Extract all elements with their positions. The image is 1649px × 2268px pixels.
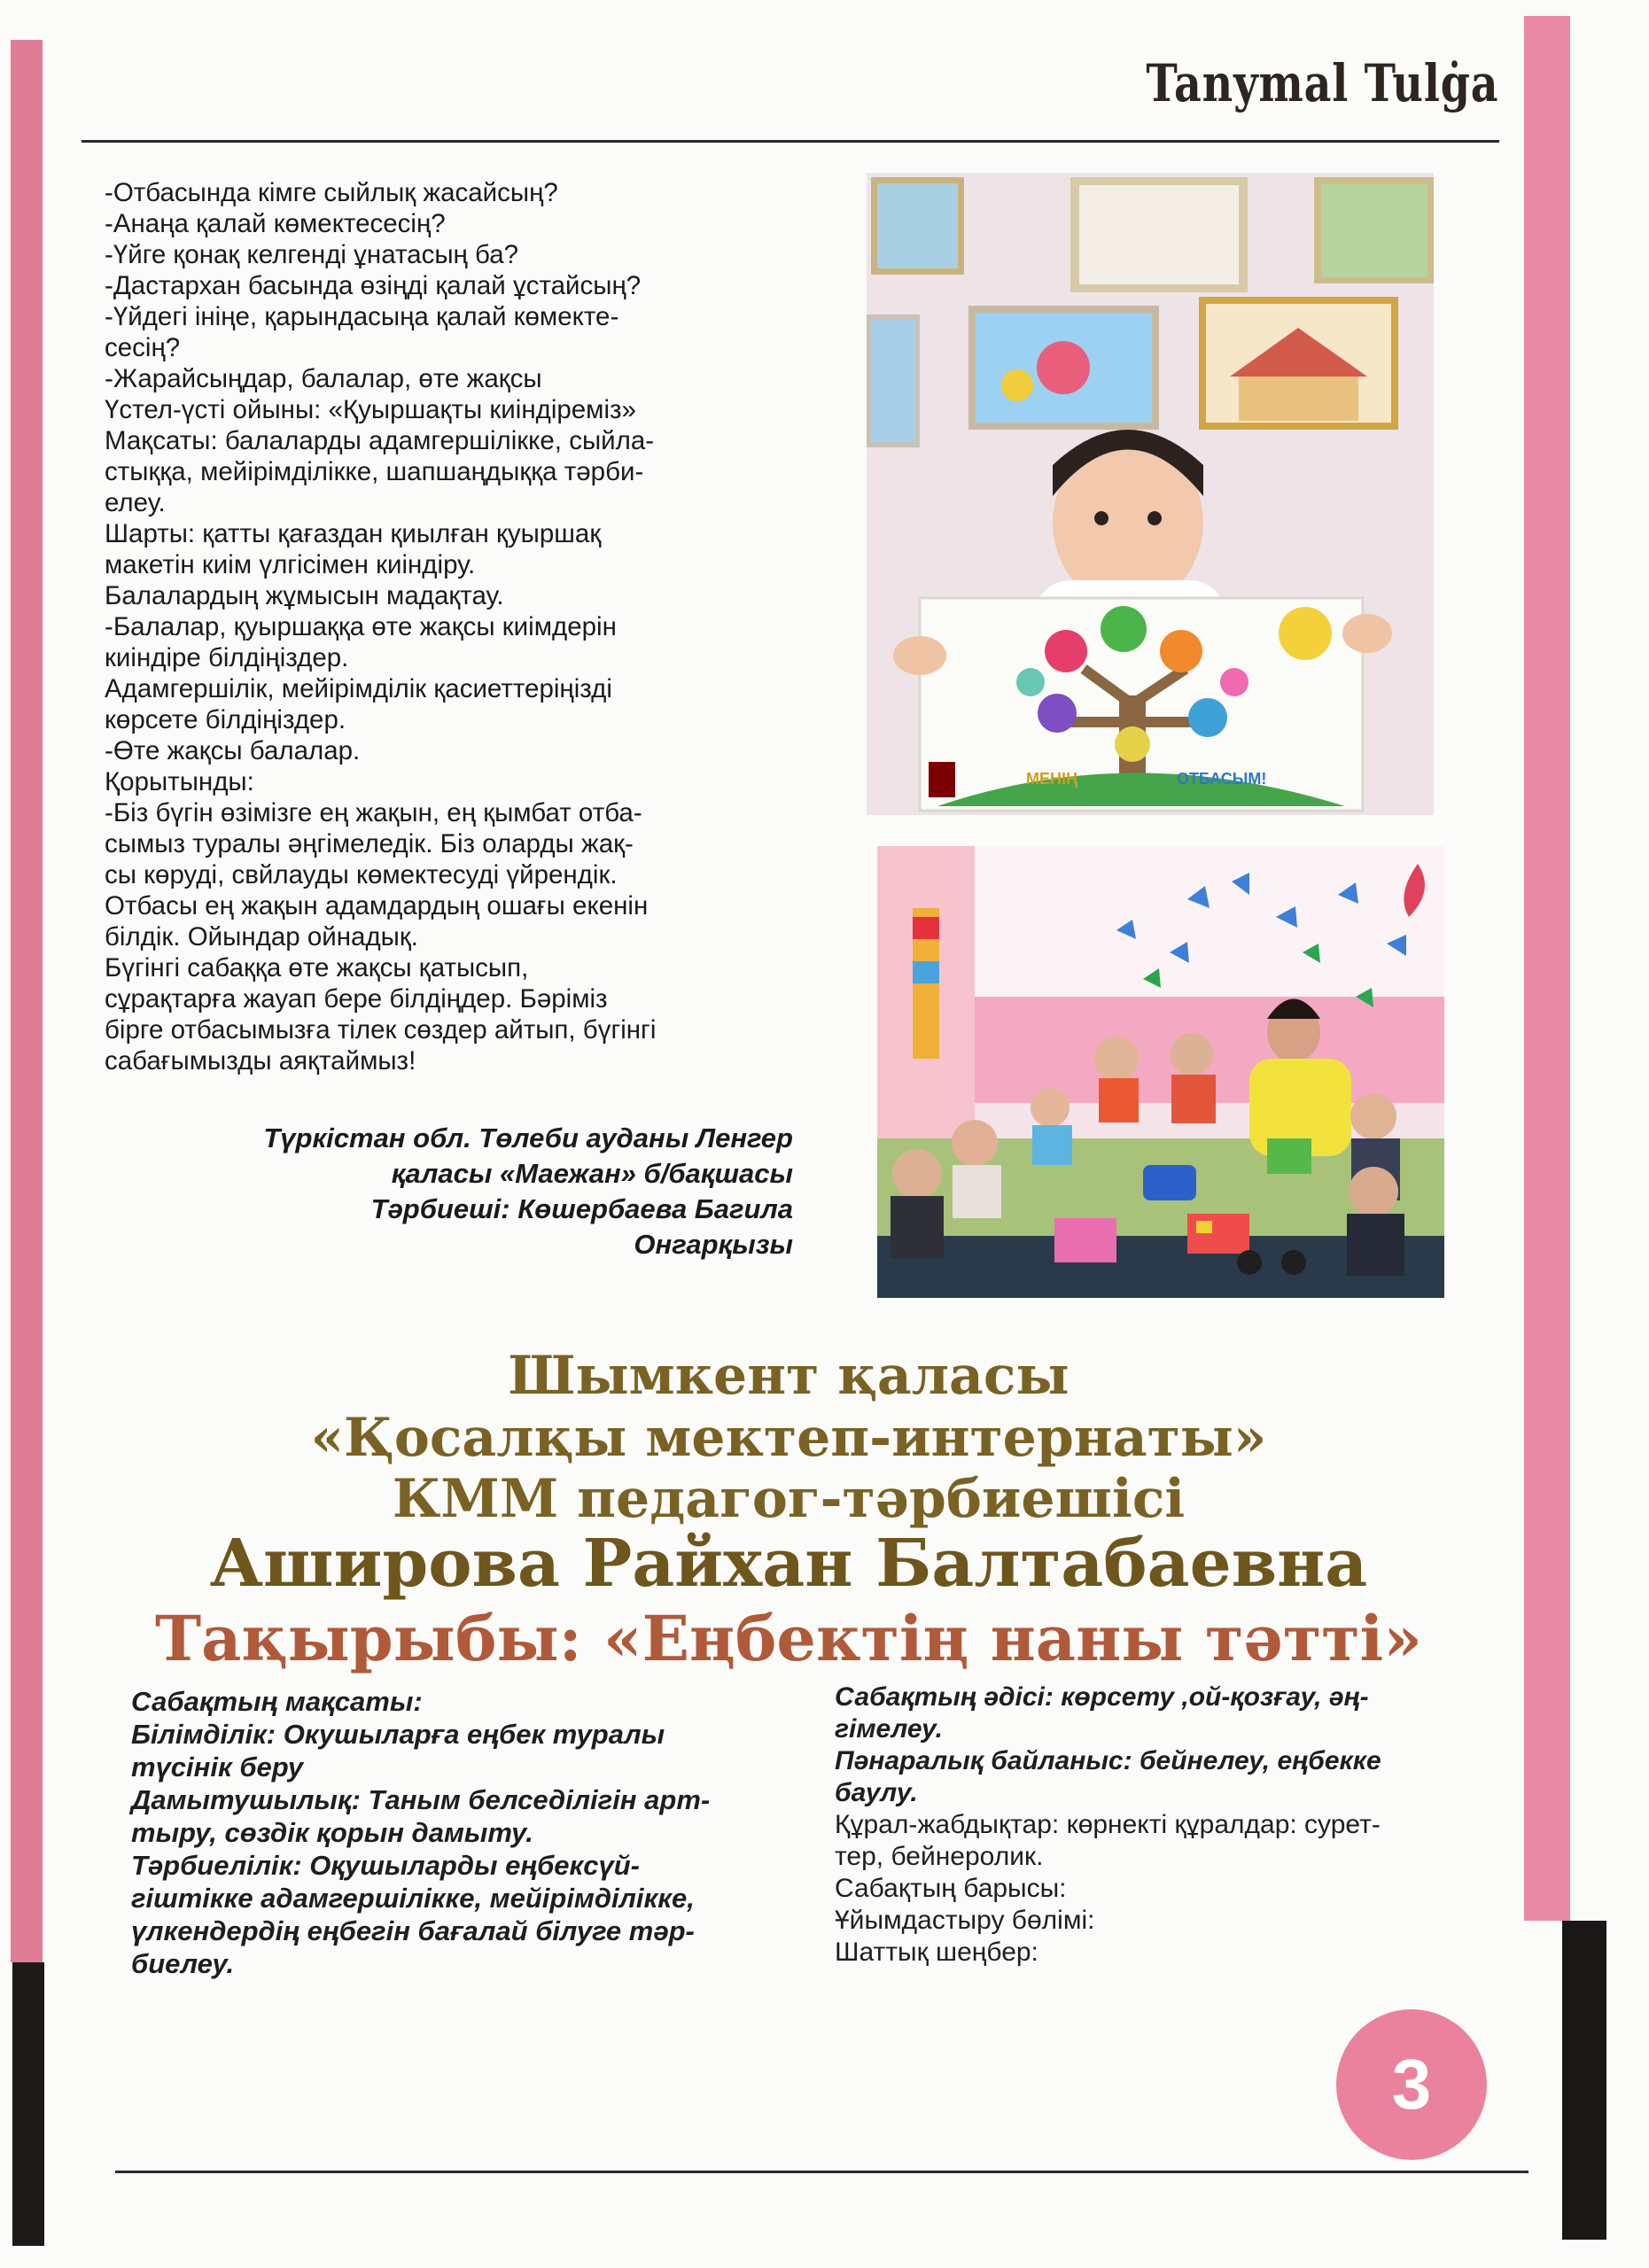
method-line: Сабақтың барысы:: [835, 1874, 1067, 1903]
poster-caption-right: ОТБАСЫМ!: [1177, 770, 1267, 788]
method-line: Сабақтың әдісі: көрсету ,ой-қозғау, әң-: [835, 1682, 1369, 1712]
text-line: -Отбасында кімге сыйлық жасайсың?: [105, 178, 558, 207]
text-line: Отбасы ең жақын адамдардың ошағы екенін: [105, 891, 649, 920]
goals-line: тыру, сөздік қорын дамыту.: [131, 1817, 533, 1848]
article-topic: Тақырыбы: «Еңбектің наны тәтті»: [155, 1602, 1422, 1675]
method-line: Құрал-жабдықтар: көрнекті құралдар: сурет-: [835, 1810, 1381, 1839]
text-line: -Анаңа қалай көмектесесің?: [105, 209, 446, 238]
text-line: елеу.: [105, 488, 166, 517]
text-line: көрсете білдіңіздер.: [105, 705, 346, 734]
text-line: Адамгершілік, мейірімділік қасиеттеріңізді: [105, 674, 612, 703]
text-line: сымыз туралы әңгімеледік. Біз оларды жақ-: [105, 829, 634, 858]
author-line: Түркістан обл. Төлеби ауданы Ленгер: [263, 1122, 793, 1153]
lesson-text-column: [105, 177, 813, 1076]
author-line: Онгарқызы: [634, 1229, 793, 1260]
bottom-divider: [115, 2171, 1528, 2173]
right-dark-edge: [1562, 1921, 1606, 2240]
method-line: Пәнаралық байланыс: бейнелеу, еңбекке: [835, 1746, 1381, 1775]
author-line: Тәрбиеші: Көшербаева Багила: [370, 1193, 793, 1224]
article-heading-city: Шымкент қаласы: [508, 1345, 1070, 1407]
goals-line: Сабақтың мақсаты:: [131, 1686, 423, 1717]
left-pink-edge: [11, 40, 43, 1962]
goals-line: Дамытушылық: Таным белседілігін арт-: [131, 1784, 711, 1815]
text-line: Бүгінгі сабаққа өте жақсы қатысып,: [105, 953, 529, 983]
method-line: гімелеу.: [835, 1714, 944, 1744]
left-dark-edge: [12, 1962, 44, 2246]
text-line: -Балалар, қуыршаққа өте жақсы киімдерін: [105, 612, 617, 641]
method-line: Ұйымдастыру бөлімі:: [835, 1906, 1095, 1935]
text-line: -Дастархан басында өзіңді қалай ұстайсың?: [105, 271, 642, 300]
right-pink-edge: [1524, 16, 1570, 1921]
method-line: баулу.: [835, 1778, 918, 1807]
text-line: Үстел-үсті ойыны: «Қуыршақты киіндіреміз»: [105, 395, 636, 424]
goals-line: үлкендердің еңбегін бағалай білуге тәр-: [131, 1915, 695, 1946]
author-line: қаласы «Маежан» б/бақшасы: [391, 1158, 793, 1189]
text-line: сесің?: [105, 333, 181, 362]
poster-caption-left: МЕНІҢ: [1026, 770, 1077, 788]
text-line: Қорытынды:: [105, 767, 254, 796]
text-line: -Үйдегі ініңе, қарындасыңа қалай көмекте-: [105, 302, 619, 331]
lesson-goals-column: [131, 1685, 805, 1980]
goals-line: Білімділік: Окушыларға еңбек туралы: [131, 1719, 665, 1750]
article-heading-school: «Қосалқы мектеп-интернаты»: [310, 1407, 1267, 1469]
article-heading-role: КММ педагог-тәрбиешісі: [392, 1468, 1186, 1530]
author-signature: [124, 1121, 793, 1262]
text-line: Мақсаты: балаларды адамгершілікке, сыйла-: [105, 426, 655, 455]
text-line: -Біз бүгін өзімізге ең жақын, ең қымбат отба-: [105, 798, 642, 827]
text-line: стыққа, мейірімділікке, шапшаңдыққа тәрби-: [105, 457, 644, 486]
text-line: макетін киім үлгісімен киіндіру.: [105, 550, 476, 579]
goals-line: биелеу.: [131, 1948, 235, 1979]
magazine-brand: Tanymal Tulġa: [1145, 53, 1498, 113]
goals-line: түсінік беру: [131, 1751, 304, 1783]
goals-line: гіштікке адамгершілікке, мейірімділікке,: [131, 1883, 695, 1914]
page-number-badge: 3: [1336, 2009, 1487, 2160]
goals-line: Тәрбиелілік: Оқушыларды еңбексүй-: [131, 1850, 640, 1881]
text-line: бірге отбасымызға тілек сөздер айтып, бүгінгі: [105, 1015, 657, 1045]
text-line: сы көруді, свйлауды көмектесуді үйрендік.: [105, 860, 618, 889]
text-line: -Үйге қонақ келгенді ұнатасың ба?: [105, 240, 519, 269]
text-line: -Өте жақсы балалар.: [105, 736, 361, 765]
text-line: киіндіре білдіңіздер.: [105, 643, 349, 672]
text-line: -Жарайсыңдар, балалар, өте жақсы: [105, 364, 542, 393]
method-line: тер, бейнеролик.: [835, 1842, 1044, 1871]
kindergarten-class-photo: [877, 846, 1444, 1298]
article-heading-author: Аширова Райхан Балтабаевна: [209, 1526, 1368, 1602]
top-divider: [82, 140, 1499, 143]
text-line: сұрақтарға жауап бере білдіңдер. Бәріміз: [105, 984, 608, 1014]
text-line: сабағымызды аяқтаймыз!: [105, 1046, 416, 1076]
text-line: Балалардың жұмысын мадақтау.: [105, 581, 504, 610]
lesson-method-column: [835, 1682, 1508, 1969]
text-line: Шарты: қатты қағаздан қиылған қуыршақ: [105, 519, 602, 548]
method-line: Шаттық шеңбер:: [835, 1938, 1038, 1967]
child-with-drawing-photo: [867, 173, 1434, 815]
text-line: білдік. Ойындар ойнадық.: [105, 922, 418, 951]
